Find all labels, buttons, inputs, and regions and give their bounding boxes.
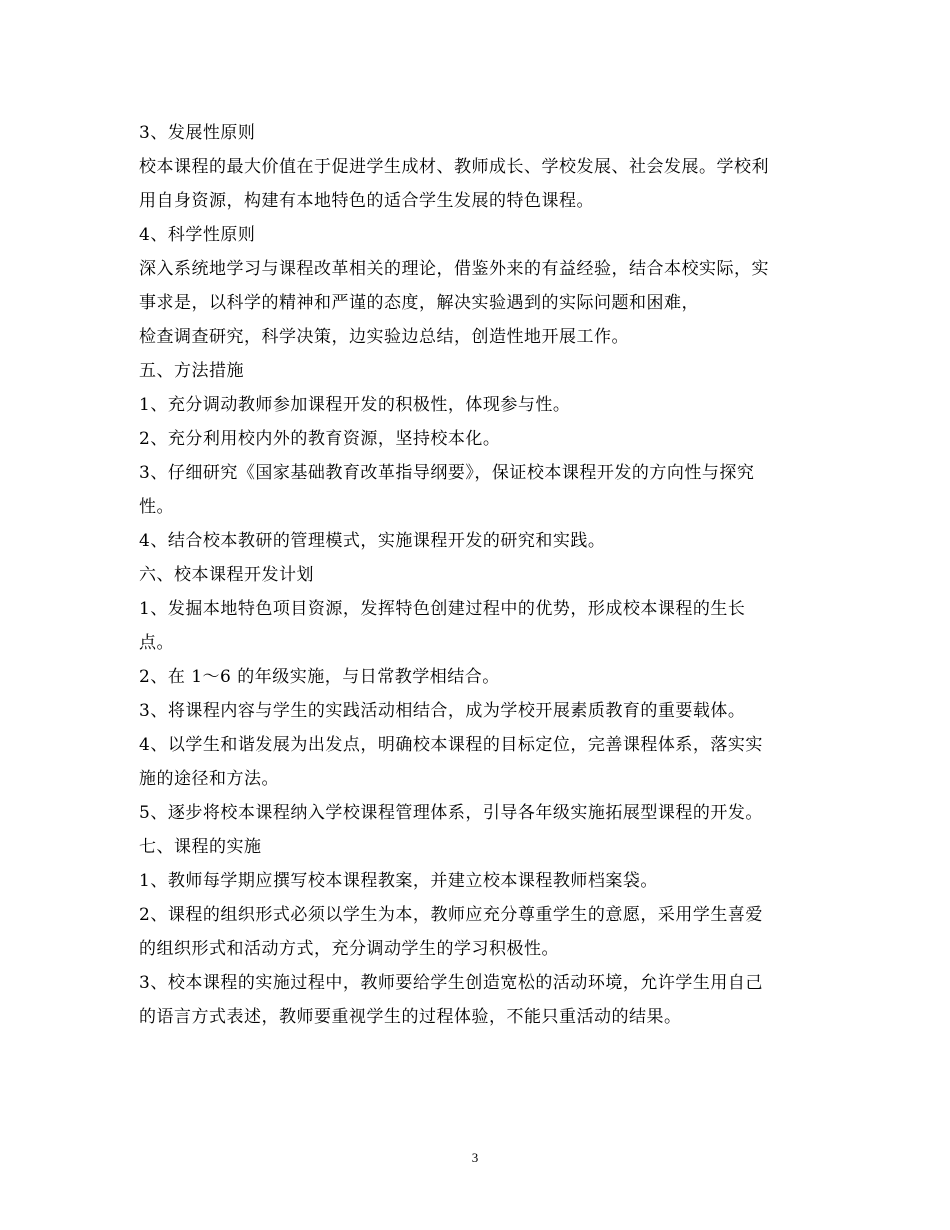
list-item: 1、发掘本地特色项目资源，发挥特色创建过程中的优势，形成校本课程的生长	[139, 599, 746, 619]
page-number: 3	[471, 1150, 479, 1165]
list-item: 3、仔细研究《国家基础教育改革指导纲要》，保证校本课程开发的方向性与探究	[139, 463, 755, 483]
paragraph-line: 事求是，以科学的精神和严谨的态度，解决实验遇到的实际问题和困难，	[139, 293, 699, 313]
paragraph-line: 用自身资源，构建有本地特色的适合学生发展的特色课程。	[139, 191, 594, 211]
paragraph-line: 检查调查研究，科学决策，边实验边总结，创造性地开展工作。	[139, 327, 629, 347]
list-item-continuation: 的语言方式表述，教师要重视学生的过程体验，不能只重活动的结果。	[139, 1007, 682, 1027]
paragraph-line: 校本课程的最大价值在于促进学生成材、教师成长、学校发展、社会发展。学校利	[139, 157, 769, 177]
list-item: 4、结合校本教研的管理模式，实施课程开发的研究和实践。	[139, 531, 606, 551]
list-item: 3、校本课程的实施过程中，教师要给学生创造宽松的活动环境，允许学生用自己	[139, 973, 763, 993]
list-item: 2、在 1～6 的年级实施，与日常教学相结合。	[139, 667, 500, 687]
list-item-continuation: 性。	[139, 497, 174, 517]
list-item-continuation: 的组织形式和活动方式，充分调动学生的学习积极性。	[139, 939, 559, 959]
section-heading: 七、课程的实施	[139, 837, 262, 857]
list-item: 5、逐步将校本课程纳入学校课程管理体系，引导各年级实施拓展型课程的开发。	[139, 803, 763, 823]
list-item-continuation: 点。	[139, 633, 174, 653]
list-item: 2、课程的组织形式必须以学生为本，教师应充分尊重学生的意愿，采用学生喜爱	[139, 905, 763, 925]
list-item: 1、教师每学期应撰写校本课程教案，并建立校本课程教师档案袋。	[139, 871, 658, 891]
list-item: 3、将课程内容与学生的实践活动相结合，成为学校开展素质教育的重要载体。	[139, 701, 746, 721]
document-body	[139, 116, 815, 1034]
paragraph-line: 深入系统地学习与课程改革相关的理论，借鉴外来的有益经验，结合本校实际，实	[139, 259, 769, 279]
section-heading: 3、发展性原则	[139, 123, 256, 143]
section-heading: 4、科学性原则	[139, 225, 256, 245]
list-item: 2、充分利用校内外的教育资源，坚持校本化。	[139, 429, 501, 449]
list-item: 4、以学生和谐发展为出发点，明确校本课程的目标定位，完善课程体系，落实实	[139, 735, 763, 755]
list-item: 1、充分调动教师参加课程开发的积极性，体现参与性。	[139, 395, 571, 415]
section-heading: 五、方法措施	[139, 361, 244, 381]
section-heading: 六、校本课程开发计划	[139, 565, 314, 585]
list-item-continuation: 施的途径和方法。	[139, 769, 279, 789]
